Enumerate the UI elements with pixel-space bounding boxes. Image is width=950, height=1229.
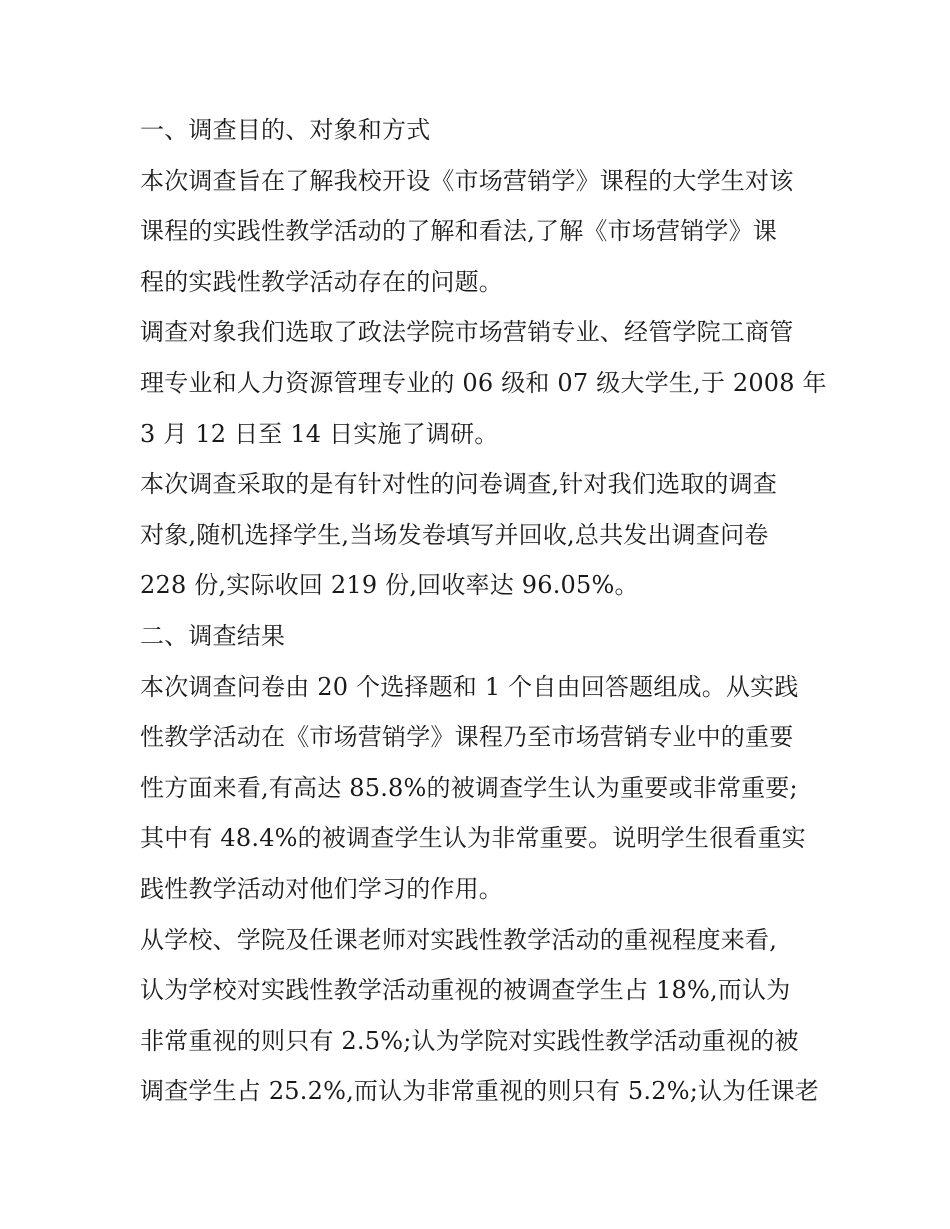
section-heading-2: 二、调查结果 — [140, 621, 286, 650]
text-line: 性教学活动在《市场营销学》课程乃至市场营销专业中的重要 — [140, 723, 794, 752]
text-line: 践性教学活动对他们学习的作用。 — [140, 874, 503, 903]
document-body — [140, 105, 827, 1117]
text-line: 认为学校对实践性教学活动重视的被调查学生占 18%,而认为 — [140, 976, 791, 1005]
text-line: 理专业和人力资源管理专业的 06 级和 07 级大学生,于 2008 年 — [140, 368, 827, 397]
text-line: 228 份,实际收回 219 份,回收率达 96.05%。 — [140, 571, 639, 600]
section-heading-1: 一、调查目的、对象和方式 — [140, 116, 431, 144]
text-line: 对象,随机选择学生,当场发卷填写并回收,总共发出调查问卷 — [140, 520, 769, 549]
text-line: 调查学生占 25.2%,而认为非常重视的则只有 5.2%;认为任课老 — [140, 1077, 819, 1106]
text-line: 性方面来看,有高达 85.8%的被调查学生认为重要或非常重要; — [140, 773, 798, 802]
text-line: 其中有 48.4%的被调查学生认为非常重要。说明学生很看重实 — [140, 824, 806, 853]
text-line: 从学校、学院及任课老师对实践性教学活动的重视程度来看, — [140, 925, 778, 954]
text-line: 3 月 12 日至 14 日实施了调研。 — [140, 419, 499, 448]
text-line: 本次调查旨在了解我校开设《市场营销学》课程的大学生对该 — [140, 166, 794, 195]
text-line: 调查对象我们选取了政法学院市场营销专业、经管学院工商管 — [140, 318, 794, 347]
text-line: 程的实践性教学活动存在的问题。 — [140, 267, 503, 296]
text-line: 本次调查采取的是有针对性的问卷调查,针对我们选取的调查 — [140, 470, 778, 499]
text-line: 非常重视的则只有 2.5%;认为学院对实践性教学活动重视的被 — [140, 1026, 799, 1055]
text-line: 本次调查问卷由 20 个选择题和 1 个自由回答题组成。从实践 — [140, 672, 799, 701]
text-line: 课程的实践性教学活动的了解和看法,了解《市场营销学》课 — [140, 217, 778, 246]
